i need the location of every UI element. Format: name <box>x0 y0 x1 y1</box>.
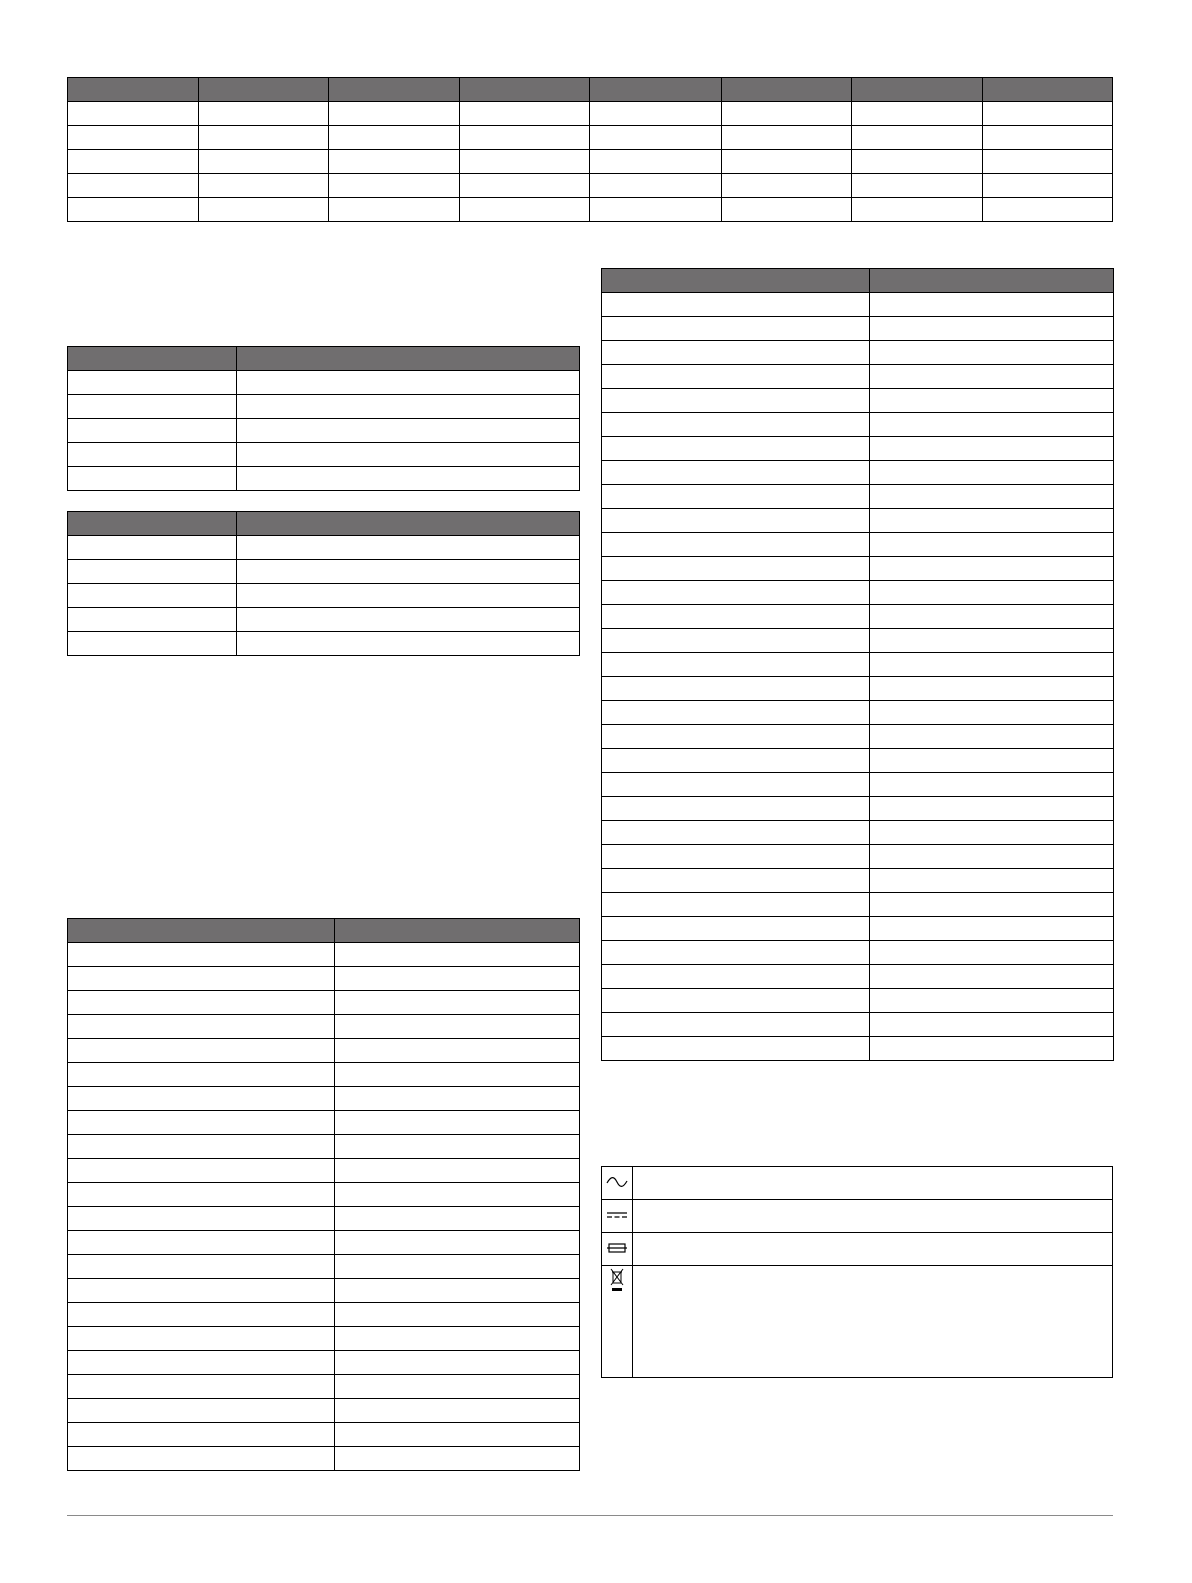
table-cell <box>237 395 580 419</box>
table-row <box>68 150 1113 174</box>
table-cell <box>870 629 1114 653</box>
table-cell <box>870 725 1114 749</box>
table-row <box>68 1351 580 1375</box>
table-row <box>68 608 580 632</box>
table-row <box>602 701 1114 725</box>
header-cell <box>68 78 199 102</box>
table-row <box>68 1183 580 1207</box>
header-cell <box>237 347 580 371</box>
symbol-row <box>602 1233 1113 1266</box>
symbol-description <box>633 1266 1113 1378</box>
table-cell <box>602 965 870 989</box>
table-cell <box>68 536 237 560</box>
header-cell <box>335 919 580 943</box>
table-row <box>602 389 1114 413</box>
table-cell <box>68 126 199 150</box>
table-row <box>68 1159 580 1183</box>
table-cell <box>199 102 329 126</box>
top-table <box>67 77 1113 222</box>
table-cell <box>237 584 580 608</box>
table-cell <box>602 701 870 725</box>
table-row <box>602 293 1114 317</box>
table-cell <box>870 941 1114 965</box>
table-cell <box>870 1013 1114 1037</box>
right-table <box>601 268 1114 1061</box>
table-cell <box>68 943 335 967</box>
table-row <box>68 1399 580 1423</box>
table-row <box>68 174 1113 198</box>
table-cell <box>68 1183 335 1207</box>
table-row <box>68 1063 580 1087</box>
table-cell <box>851 102 982 126</box>
table-cell <box>237 608 580 632</box>
table-cell <box>68 1423 335 1447</box>
table-row <box>68 560 580 584</box>
table-row <box>68 1207 580 1231</box>
table-row <box>68 371 580 395</box>
table-row <box>602 749 1114 773</box>
table-cell <box>982 102 1112 126</box>
table-row <box>602 677 1114 701</box>
table-cell <box>870 821 1114 845</box>
table-cell <box>602 1013 870 1037</box>
table-cell <box>602 413 870 437</box>
table-cell <box>602 533 870 557</box>
left-table-c <box>67 918 580 1471</box>
table-cell <box>68 1015 335 1039</box>
footer-rule <box>67 1515 1113 1516</box>
table-cell <box>870 701 1114 725</box>
table-cell <box>602 485 870 509</box>
table-cell <box>335 1087 580 1111</box>
table-header-row <box>68 919 580 943</box>
table-row <box>68 467 580 491</box>
header-cell <box>68 919 335 943</box>
table-row <box>68 1111 580 1135</box>
table-cell <box>870 869 1114 893</box>
table-cell <box>68 1351 335 1375</box>
table-cell <box>68 991 335 1015</box>
table-cell <box>870 605 1114 629</box>
table-cell <box>335 991 580 1015</box>
table-cell <box>335 1279 580 1303</box>
header-cell <box>68 347 237 371</box>
table-cell <box>68 1447 335 1471</box>
header-cell <box>602 269 870 293</box>
table-cell <box>68 1231 335 1255</box>
table-row <box>602 965 1114 989</box>
table-cell <box>602 653 870 677</box>
table-cell <box>335 943 580 967</box>
table-cell <box>590 102 721 126</box>
table-cell <box>602 821 870 845</box>
table-cell <box>68 1375 335 1399</box>
table-cell <box>870 989 1114 1013</box>
header-cell <box>851 78 982 102</box>
table-cell <box>199 174 329 198</box>
table-row <box>68 1279 580 1303</box>
table-cell <box>199 126 329 150</box>
table-cell <box>870 365 1114 389</box>
table-row <box>602 821 1114 845</box>
symbol-description <box>633 1233 1113 1266</box>
table-cell <box>460 102 590 126</box>
fuse-icon <box>602 1233 633 1266</box>
table-row <box>68 584 580 608</box>
table-cell <box>237 632 580 656</box>
table-cell <box>335 1063 580 1087</box>
table-cell <box>335 1015 580 1039</box>
table-cell <box>460 126 590 150</box>
table-cell <box>199 150 329 174</box>
table-cell <box>870 653 1114 677</box>
table-cell <box>68 1063 335 1087</box>
table-cell <box>335 1399 580 1423</box>
table-cell <box>870 341 1114 365</box>
table-cell <box>335 1303 580 1327</box>
table-cell <box>982 150 1112 174</box>
table-cell <box>68 584 237 608</box>
table-cell <box>460 174 590 198</box>
table-header-row <box>68 347 580 371</box>
table-row <box>68 102 1113 126</box>
table-cell <box>237 371 580 395</box>
table-cell <box>982 198 1112 222</box>
table-cell <box>329 126 460 150</box>
table-cell <box>68 632 237 656</box>
table-cell <box>335 1039 580 1063</box>
table-cell <box>590 198 721 222</box>
table-cell <box>870 581 1114 605</box>
table-cell <box>68 1327 335 1351</box>
table-cell <box>602 893 870 917</box>
table-row <box>68 943 580 967</box>
table-cell <box>68 443 237 467</box>
table-cell <box>68 1087 335 1111</box>
symbol-description <box>633 1200 1113 1233</box>
table-row <box>602 509 1114 533</box>
table-row <box>68 1231 580 1255</box>
table-row <box>68 1135 580 1159</box>
table-row <box>68 991 580 1015</box>
table-cell <box>460 150 590 174</box>
table-cell <box>329 102 460 126</box>
table-cell <box>335 1255 580 1279</box>
table-row <box>602 461 1114 485</box>
table-cell <box>870 317 1114 341</box>
table-row <box>602 605 1114 629</box>
table-cell <box>602 629 870 653</box>
table-row <box>602 1013 1114 1037</box>
table-cell <box>870 533 1114 557</box>
left-table-a <box>67 346 580 491</box>
direct-current-icon <box>602 1200 633 1233</box>
table-row <box>602 629 1114 653</box>
table-cell <box>329 198 460 222</box>
table-cell <box>602 989 870 1013</box>
table-cell <box>870 677 1114 701</box>
table-row <box>602 413 1114 437</box>
table-cell <box>602 581 870 605</box>
table-header-row <box>602 269 1114 293</box>
table-cell <box>602 437 870 461</box>
table-row <box>68 198 1113 222</box>
header-cell <box>68 512 237 536</box>
table-cell <box>602 797 870 821</box>
table-row <box>68 1447 580 1471</box>
table-cell <box>870 557 1114 581</box>
table-cell <box>68 1135 335 1159</box>
table-cell <box>68 150 199 174</box>
table-cell <box>870 773 1114 797</box>
table-cell <box>870 1037 1114 1061</box>
table-cell <box>982 174 1112 198</box>
table-row <box>602 341 1114 365</box>
table-cell <box>602 725 870 749</box>
table-cell <box>602 557 870 581</box>
table-cell <box>721 126 851 150</box>
table-row <box>68 1327 580 1351</box>
table-row <box>602 581 1114 605</box>
table-cell <box>602 773 870 797</box>
table-row <box>602 917 1114 941</box>
table-cell <box>335 1447 580 1471</box>
table-cell <box>851 198 982 222</box>
table-cell <box>870 461 1114 485</box>
table-cell <box>335 1111 580 1135</box>
table-row <box>602 725 1114 749</box>
table-row <box>68 632 580 656</box>
table-row <box>602 797 1114 821</box>
table-cell <box>199 198 329 222</box>
table-cell <box>68 1399 335 1423</box>
table-row <box>602 437 1114 461</box>
symbol-row <box>602 1200 1113 1233</box>
table-row <box>68 1039 580 1063</box>
table-cell <box>721 150 851 174</box>
table-row <box>602 941 1114 965</box>
table-cell <box>602 509 870 533</box>
table-cell <box>870 917 1114 941</box>
table-cell <box>602 749 870 773</box>
table-cell <box>870 437 1114 461</box>
table-row <box>68 1303 580 1327</box>
header-cell <box>590 78 721 102</box>
table-cell <box>68 1159 335 1183</box>
table-row <box>602 1037 1114 1061</box>
table-row <box>68 1255 580 1279</box>
symbol-description <box>633 1167 1113 1200</box>
table-row <box>602 533 1114 557</box>
table-row <box>68 126 1113 150</box>
table-cell <box>851 174 982 198</box>
table-cell <box>982 126 1112 150</box>
table-cell <box>602 341 870 365</box>
table-cell <box>460 198 590 222</box>
table-cell <box>237 536 580 560</box>
table-row <box>68 1423 580 1447</box>
table-row <box>68 443 580 467</box>
table-row <box>602 653 1114 677</box>
table-cell <box>335 1327 580 1351</box>
symbols-table <box>601 1166 1113 1378</box>
header-cell <box>199 78 329 102</box>
table-cell <box>335 967 580 991</box>
table-cell <box>870 965 1114 989</box>
table-row <box>602 869 1114 893</box>
table-cell <box>602 845 870 869</box>
table-cell <box>68 967 335 991</box>
table-cell <box>335 1231 580 1255</box>
table-row <box>602 845 1114 869</box>
table-row <box>602 893 1114 917</box>
table-cell <box>68 1255 335 1279</box>
header-cell <box>237 512 580 536</box>
table-cell <box>329 150 460 174</box>
left-table-b <box>67 511 580 656</box>
table-cell <box>602 605 870 629</box>
table-row <box>602 557 1114 581</box>
table-cell <box>68 174 199 198</box>
table-cell <box>68 395 237 419</box>
header-cell <box>460 78 590 102</box>
table-cell <box>68 198 199 222</box>
table-row <box>68 536 580 560</box>
table-cell <box>68 102 199 126</box>
table-cell <box>68 1279 335 1303</box>
table-cell <box>237 467 580 491</box>
header-cell <box>721 78 851 102</box>
table-cell <box>68 419 237 443</box>
table-row <box>602 989 1114 1013</box>
table-cell <box>237 419 580 443</box>
header-cell <box>329 78 460 102</box>
table-row <box>602 485 1114 509</box>
table-cell <box>335 1351 580 1375</box>
table-cell <box>870 389 1114 413</box>
table-row <box>602 317 1114 341</box>
table-cell <box>870 485 1114 509</box>
table-row <box>68 1087 580 1111</box>
table-cell <box>68 1303 335 1327</box>
table-cell <box>68 560 237 584</box>
table-cell <box>68 1207 335 1231</box>
table-cell <box>721 102 851 126</box>
table-cell <box>68 1039 335 1063</box>
table-cell <box>68 1111 335 1135</box>
table-cell <box>68 467 237 491</box>
table-cell <box>602 461 870 485</box>
table-cell <box>335 1183 580 1207</box>
table-cell <box>870 845 1114 869</box>
table-cell <box>870 293 1114 317</box>
table-row <box>68 967 580 991</box>
table-cell <box>602 389 870 413</box>
table-header-row <box>68 78 1113 102</box>
table-cell <box>851 150 982 174</box>
table-cell <box>721 198 851 222</box>
table-cell <box>870 413 1114 437</box>
table-cell <box>335 1159 580 1183</box>
header-cell <box>870 269 1114 293</box>
table-cell <box>335 1135 580 1159</box>
table-cell <box>602 365 870 389</box>
table-cell <box>590 126 721 150</box>
table-cell <box>602 941 870 965</box>
symbol-row <box>602 1266 1113 1378</box>
table-cell <box>602 677 870 701</box>
table-cell <box>590 150 721 174</box>
alternating-current-icon <box>602 1167 633 1200</box>
table-cell <box>602 317 870 341</box>
table-cell <box>335 1375 580 1399</box>
weee-crossed-bin-icon <box>602 1266 633 1378</box>
table-cell <box>851 126 982 150</box>
table-row <box>68 1375 580 1399</box>
table-cell <box>68 371 237 395</box>
table-cell <box>590 174 721 198</box>
table-cell <box>68 608 237 632</box>
table-cell <box>721 174 851 198</box>
table-cell <box>335 1207 580 1231</box>
table-cell <box>237 443 580 467</box>
table-header-row <box>68 512 580 536</box>
table-cell <box>335 1423 580 1447</box>
table-row <box>68 395 580 419</box>
table-cell <box>602 1037 870 1061</box>
header-cell <box>982 78 1112 102</box>
table-row <box>68 419 580 443</box>
table-cell <box>329 174 460 198</box>
table-cell <box>870 509 1114 533</box>
table-cell <box>870 797 1114 821</box>
table-row <box>602 773 1114 797</box>
table-row <box>68 1015 580 1039</box>
symbol-row <box>602 1167 1113 1200</box>
table-cell <box>870 749 1114 773</box>
table-row <box>602 365 1114 389</box>
table-cell <box>602 917 870 941</box>
table-cell <box>602 293 870 317</box>
table-cell <box>602 869 870 893</box>
table-cell <box>870 893 1114 917</box>
table-cell <box>237 560 580 584</box>
